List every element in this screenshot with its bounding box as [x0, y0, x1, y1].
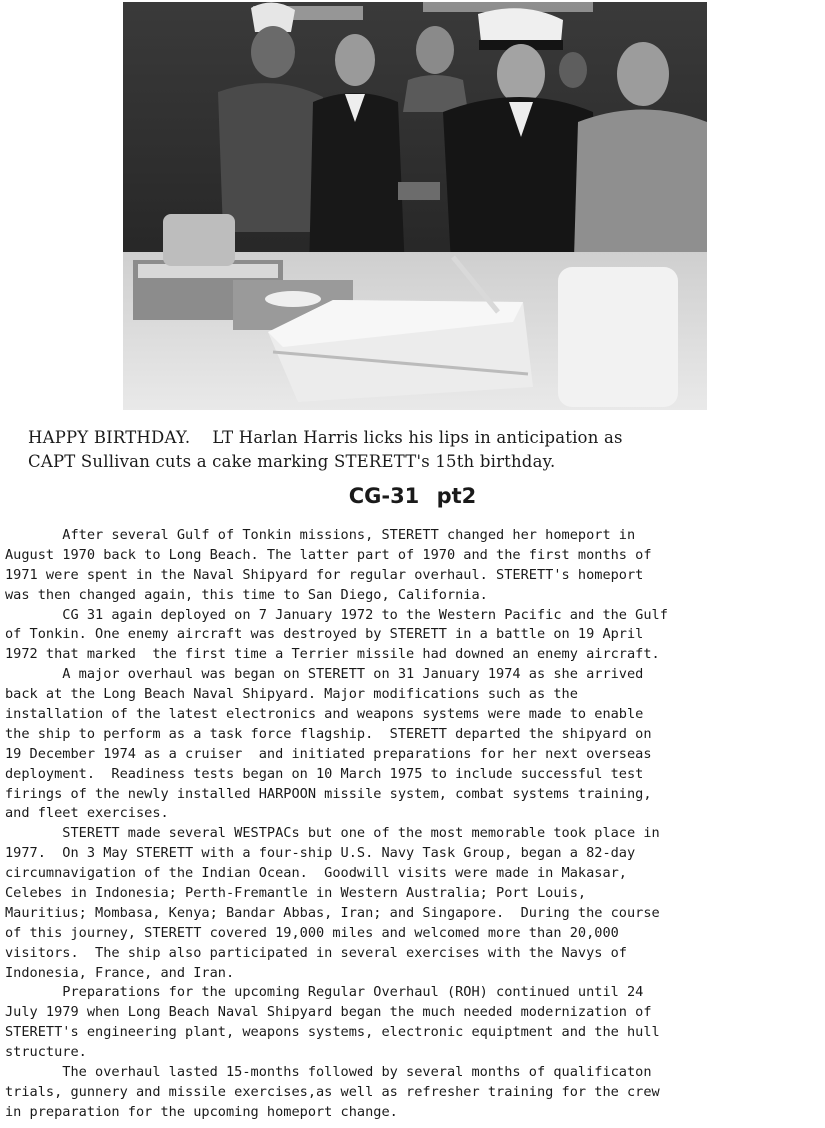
body-line: 19 December 1974 as a cruiser and initiated preparations for her next overseas — [5, 745, 652, 762]
body-line: After several Gulf of Tonkin missions, STERETT changed her homeport in — [5, 527, 636, 543]
body-line: CG 31 again deployed on 7 January 1972 to the Western Pacific and the Gulf — [5, 606, 668, 623]
caption-line-2: CAPT Sullivan cuts a cake marking STERETT's 15th birthday. — [28, 452, 556, 471]
body-line: STERETT made several WESTPACs but one of the most memorable took place in — [5, 825, 660, 842]
photo-illustration — [123, 2, 707, 410]
body-line: circumnavigation of the Indian Ocean. Goodwill visits were made in Makasar, — [5, 865, 627, 882]
body-line: back at the Long Beach Naval Shipyard. Major modifications such as the — [5, 686, 578, 703]
body-line: Preparations for the upcoming Regular Overhaul (ROH) continued until 24 — [5, 984, 644, 1001]
body-text — [5, 526, 820, 1123]
body-line: installation of the latest electronics and weapons systems were made to enable — [5, 706, 644, 723]
body-line: visitors. The ship also participated in several exercises with the Navys of — [5, 944, 627, 961]
body-line: Mauritius; Mombasa, Kenya; Bandar Abbas, Iran; and Singapore. During the course — [5, 904, 660, 921]
body-line: Indonesia, France, and Iran. — [5, 964, 235, 981]
photo-caption — [28, 426, 808, 474]
body-line: August 1970 back to Long Beach. The latter part of 1970 and the first months of — [5, 546, 652, 563]
body-line: July 1979 when Long Beach Naval Shipyard began the much needed modernization of — [5, 1004, 652, 1021]
caption-label: HAPPY BIRTHDAY. — [28, 428, 191, 447]
body-line: A major overhaul was began on STERETT on 31 January 1974 as she arrived — [5, 666, 644, 683]
caption-line-1 — [28, 426, 808, 450]
body-line: and fleet exercises. — [5, 805, 169, 822]
body-line: the ship to perform as a task force flagship. STERETT departed the shipyard on — [5, 725, 652, 742]
body-line: was then changed again, this time to San Diego, California. — [5, 586, 488, 603]
body-line: of Tonkin. One enemy aircraft was destroyed by STERETT in a battle on 19 April — [5, 626, 644, 643]
cake-cutting-photo — [123, 2, 707, 410]
body-line: Celebes in Indonesia; Perth-Fremantle in Western Australia; Port Louis, — [5, 885, 587, 902]
body-line: 1977. On 3 May STERETT with a four-ship U.S. Navy Task Group, began a 82-day — [5, 845, 636, 862]
body-line: 1972 that marked the first time a Terrier missile had downed an enemy aircraft. — [5, 646, 660, 663]
body-line: trials, gunnery and missile exercises,as well as refresher training for the crew — [5, 1083, 660, 1100]
body-line: firings of the newly installed HARPOON missile system, combat systems training, — [5, 785, 652, 802]
body-line: STERETT's engineering plant, weapons systems, electronic equiptment and the hull — [5, 1024, 660, 1041]
body-line: 1971 were spent in the Naval Shipyard for regular overhaul. STERETT's homeport — [5, 566, 644, 583]
caption-text-1: LT Harlan Harris licks his lips in anticipation as — [212, 428, 623, 447]
body-line: structure. — [5, 1044, 87, 1061]
body-line: The overhaul lasted 15-months followed by several months of qualificaton — [5, 1064, 652, 1081]
body-line: of this journey, STERETT covered 19,000 miles and welcomed more than 20,000 — [5, 924, 619, 941]
body-line: deployment. Readiness tests began on 10 March 1975 to include successful test — [5, 765, 644, 782]
section-heading: CG-31 pt2 — [348, 484, 477, 508]
body-line: in preparation for the upcoming homeport change. — [5, 1103, 398, 1120]
